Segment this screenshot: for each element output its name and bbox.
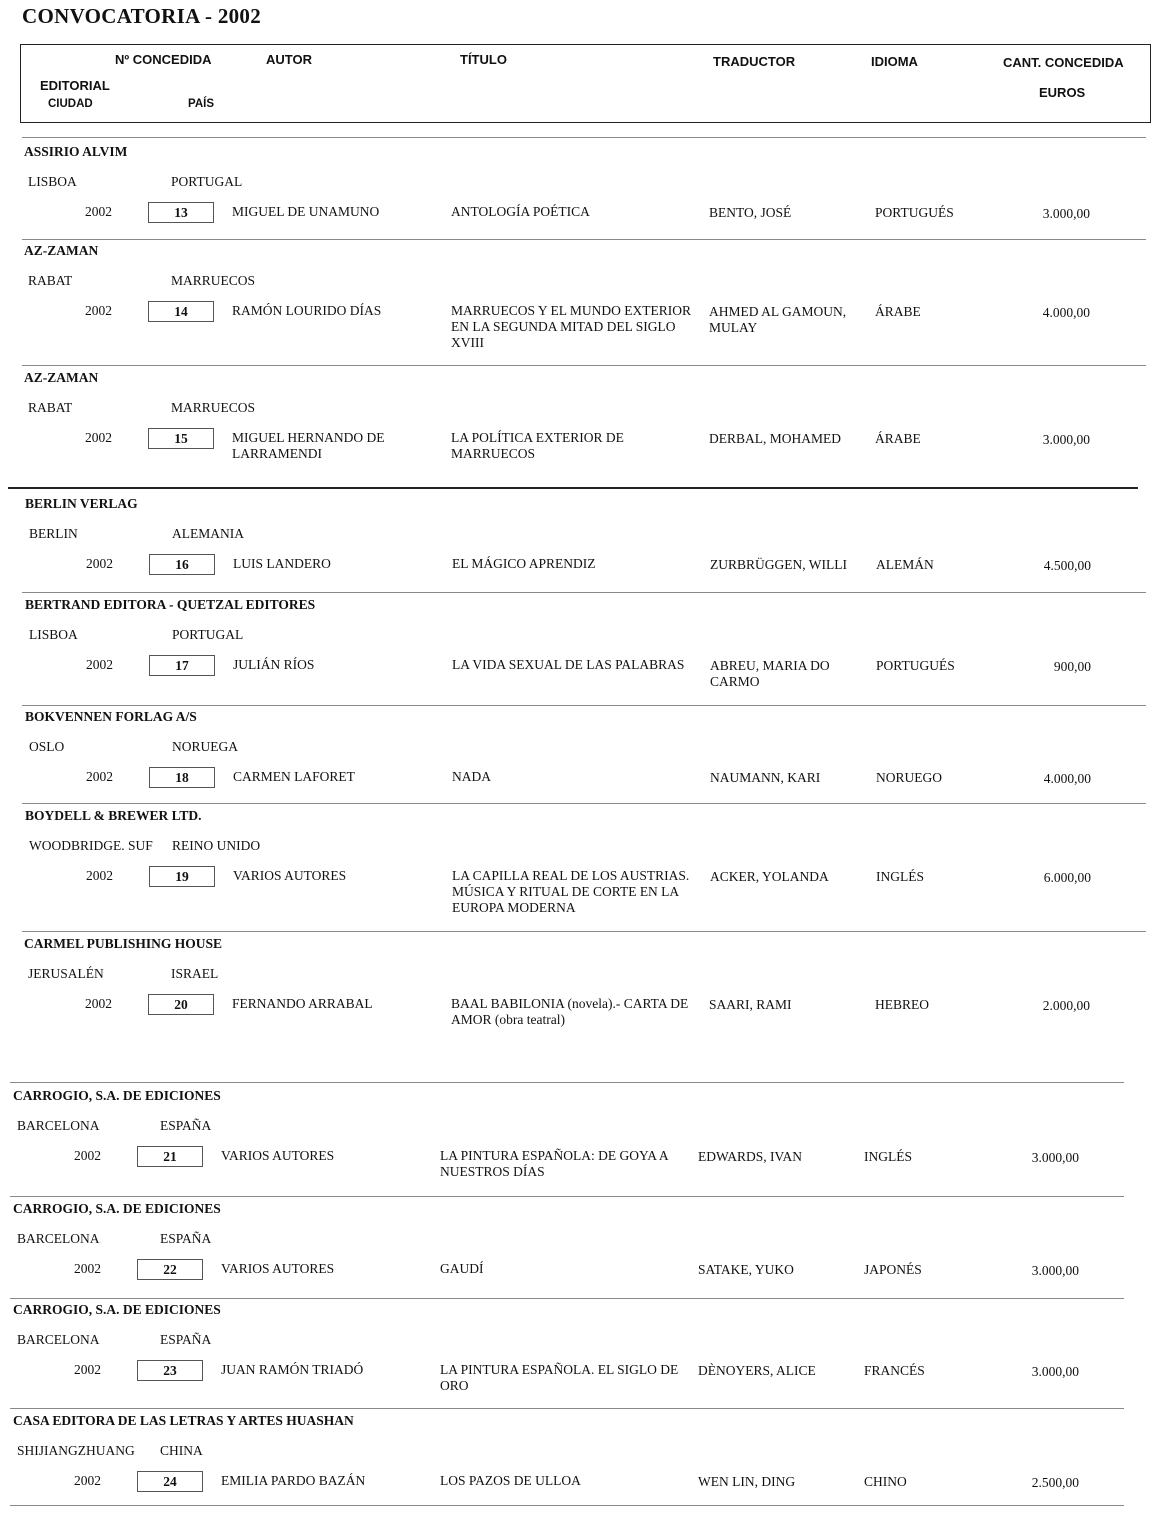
translator-name: EDWARDS, IVAN (698, 1149, 803, 1164)
target-language: NORUEGO (876, 770, 942, 785)
book-title: BAAL BABILONIA (novela).- CARTA DE AMOR (obra teatral) (451, 996, 689, 1027)
grant-number-box: 16 (149, 554, 215, 575)
grant-number-box: 19 (149, 866, 215, 887)
grant-year: 2002 (85, 430, 112, 445)
target-language: JAPONÉS (864, 1262, 922, 1277)
grant-number-box: 21 (137, 1146, 203, 1167)
header-ciudad: CIUDAD (48, 98, 93, 110)
publisher-country: MARRUECOS (171, 400, 256, 415)
publisher-city: BERLIN (29, 526, 78, 541)
publisher-country: NORUEGA (172, 739, 238, 754)
book-title: EL MÁGICO APRENDIZ (452, 556, 596, 571)
author-name: JULIÁN RÍOS (233, 657, 315, 672)
grant-number-box: 23 (137, 1360, 203, 1381)
publisher-country: PORTUGAL (171, 174, 243, 189)
author-name: RAMÓN LOURIDO DÍAS (232, 303, 382, 318)
grant-year: 2002 (74, 1261, 101, 1276)
publisher-name: BOKVENNEN FORLAG A/S (25, 709, 197, 724)
grant-number-box: 15 (148, 428, 214, 449)
publisher-name: CARROGIO, S.A. DE EDICIONES (13, 1088, 221, 1103)
translator-name: DERBAL, MOHAMED (709, 431, 842, 446)
translator-name: NAUMANN, KARI (710, 770, 821, 785)
grant-year: 2002 (85, 303, 112, 318)
grant-amount: 4.000,00 (1043, 771, 1091, 786)
target-language: INGLÉS (876, 869, 924, 884)
author-name: MIGUEL DE UNAMUNO (232, 204, 380, 219)
target-language: CHINO (864, 1474, 907, 1489)
grant-amount: 3.000,00 (1031, 1150, 1079, 1165)
header-traductor: TRADUCTOR (713, 54, 796, 69)
author-name: FERNANDO ARRABAL (232, 996, 373, 1011)
publisher-name: BOYDELL & BREWER LTD. (25, 808, 202, 823)
header-editorial: EDITORIAL (40, 78, 110, 93)
grant-year: 2002 (74, 1148, 101, 1163)
grant-amount: 4.500,00 (1043, 558, 1091, 573)
grant-amount: 900,00 (1053, 659, 1091, 674)
translator-name: ZURBRÜGGEN, WILLI (710, 557, 847, 572)
target-language: HEBREO (875, 997, 929, 1012)
target-language: ÁRABE (875, 304, 921, 319)
grant-number-box: 22 (137, 1259, 203, 1280)
grant-year: 2002 (86, 868, 113, 883)
grant-year: 2002 (85, 996, 112, 1011)
publisher-city: WOODBRIDGE. SUF (29, 838, 153, 853)
grant-amount: 3.000,00 (1031, 1364, 1079, 1379)
grant-year: 2002 (86, 769, 113, 784)
grant-number-box: 13 (148, 202, 214, 223)
book-title: GAUDÍ (440, 1261, 484, 1276)
publisher-name: AZ-ZAMAN (24, 243, 99, 258)
publisher-city: LISBOA (29, 627, 78, 642)
author-name: VARIOS AUTORES (233, 868, 347, 883)
grant-amount: 2.000,00 (1042, 998, 1090, 1013)
header-n-concedida: Nº CONCEDIDA (115, 52, 212, 67)
publisher-country: ALEMANIA (172, 526, 244, 541)
publisher-country: REINO UNIDO (172, 838, 261, 853)
target-language: PORTUGUÉS (875, 205, 954, 220)
grant-amount: 3.000,00 (1031, 1263, 1079, 1278)
grant-amount: 3.000,00 (1042, 432, 1090, 447)
publisher-city: SHIJIANGZHUANG (17, 1443, 135, 1458)
grant-number-box: 24 (137, 1471, 203, 1492)
publisher-city: BARCELONA (17, 1118, 100, 1133)
publisher-name: BERLIN VERLAG (25, 496, 138, 511)
target-language: INGLÉS (864, 1149, 912, 1164)
translator-name: AHMED AL GAMOUN, MULAY (709, 304, 847, 335)
target-language: PORTUGUÉS (876, 658, 955, 673)
publisher-country: CHINA (160, 1443, 203, 1458)
book-title: LA PINTURA ESPAÑOLA: DE GOYA A NUESTROS DÍAS (440, 1148, 668, 1179)
book-title: LA CAPILLA REAL DE LOS AUSTRIAS. MÚSICA Y RITUAL DE CORTE EN LA EUROPA MODERNA (452, 868, 690, 915)
publisher-city: RABAT (28, 273, 73, 288)
translator-name: SATAKE, YUKO (698, 1262, 794, 1277)
grant-amount: 4.000,00 (1042, 305, 1090, 320)
publisher-city: BARCELONA (17, 1332, 100, 1347)
publisher-name: CARMEL PUBLISHING HOUSE (24, 936, 223, 951)
publisher-city: LISBOA (28, 174, 77, 189)
book-title: LOS PAZOS DE ULLOA (440, 1473, 581, 1488)
publisher-country: ESPAÑA (160, 1118, 212, 1133)
grant-number-box: 18 (149, 767, 215, 788)
publisher-name: CARROGIO, S.A. DE EDICIONES (13, 1201, 221, 1216)
translator-name: SAARI, RAMI (709, 997, 792, 1012)
publisher-city: BARCELONA (17, 1231, 100, 1246)
target-language: FRANCÉS (864, 1363, 925, 1378)
author-name: LUIS LANDERO (233, 556, 331, 571)
grant-amount: 2.500,00 (1031, 1475, 1079, 1490)
author-name: EMILIA PARDO BAZÁN (221, 1473, 366, 1488)
publisher-country: MARRUECOS (171, 273, 256, 288)
translator-name: BENTO, JOSÉ (709, 205, 792, 220)
grant-year: 2002 (86, 657, 113, 672)
grant-year: 2002 (74, 1362, 101, 1377)
grant-number-box: 20 (148, 994, 214, 1015)
grant-number-box: 14 (148, 301, 214, 322)
header-pais: PAÍS (188, 98, 214, 110)
page-title: CONVOCATORIA - 2002 (22, 4, 262, 28)
book-title: NADA (452, 769, 491, 784)
publisher-country: ISRAEL (171, 966, 219, 981)
book-title: ANTOLOGÍA POÉTICA (451, 204, 590, 219)
translator-name: WEN LIN, DING (698, 1474, 796, 1489)
book-title: LA VIDA SEXUAL DE LAS PALABRAS (452, 657, 685, 672)
translator-name: DÈNOYERS, ALICE (698, 1363, 816, 1378)
book-title: MARRUECOS Y EL MUNDO EXTERIOR EN LA SEGUNDA MITAD DEL SIGLO XVIII (451, 303, 692, 350)
publisher-name: CASA EDITORA DE LAS LETRAS Y ARTES HUASHAN (13, 1413, 354, 1428)
author-name: VARIOS AUTORES (221, 1261, 335, 1276)
publisher-city: OSLO (29, 739, 65, 754)
header-autor: AUTOR (266, 52, 312, 67)
publisher-country: ESPAÑA (160, 1332, 212, 1347)
grant-amount: 3.000,00 (1042, 206, 1090, 221)
target-language: ALEMÁN (876, 557, 934, 572)
translator-name: ACKER, YOLANDA (710, 869, 829, 884)
grant-year: 2002 (86, 556, 113, 571)
header-titulo: TÍTULO (460, 52, 507, 67)
author-name: JUAN RAMÓN TRIADÓ (221, 1362, 364, 1377)
publisher-name: AZ-ZAMAN (24, 370, 99, 385)
grant-number-box: 17 (149, 655, 215, 676)
book-title: LA PINTURA ESPAÑOLA. EL SIGLO DE ORO (440, 1362, 679, 1393)
grant-amount: 6.000,00 (1043, 870, 1091, 885)
publisher-city: JERUSALÉN (28, 966, 104, 981)
author-name: MIGUEL HERNANDO DE LARRAMENDI (232, 430, 385, 461)
target-language: ÁRABE (875, 431, 921, 446)
publisher-city: RABAT (28, 400, 73, 415)
grant-year: 2002 (85, 204, 112, 219)
grant-year: 2002 (74, 1473, 101, 1488)
translator-name: ABREU, MARIA DO CARMO (710, 658, 830, 689)
header-euros: EUROS (1039, 85, 1086, 100)
publisher-country: ESPAÑA (160, 1231, 212, 1246)
header-idioma: IDIOMA (871, 54, 918, 69)
publisher-name: CARROGIO, S.A. DE EDICIONES (13, 1302, 221, 1317)
publisher-name: BERTRAND EDITORA - QUETZAL EDITORES (25, 597, 316, 612)
header-cant-concedida: CANT. CONCEDIDA (1003, 55, 1124, 70)
book-title: LA POLÍTICA EXTERIOR DE MARRUECOS (451, 430, 624, 461)
author-name: VARIOS AUTORES (221, 1148, 335, 1163)
publisher-name: ASSIRIO ALVIM (24, 144, 128, 159)
publisher-country: PORTUGAL (172, 627, 244, 642)
author-name: CARMEN LAFORET (233, 769, 355, 784)
